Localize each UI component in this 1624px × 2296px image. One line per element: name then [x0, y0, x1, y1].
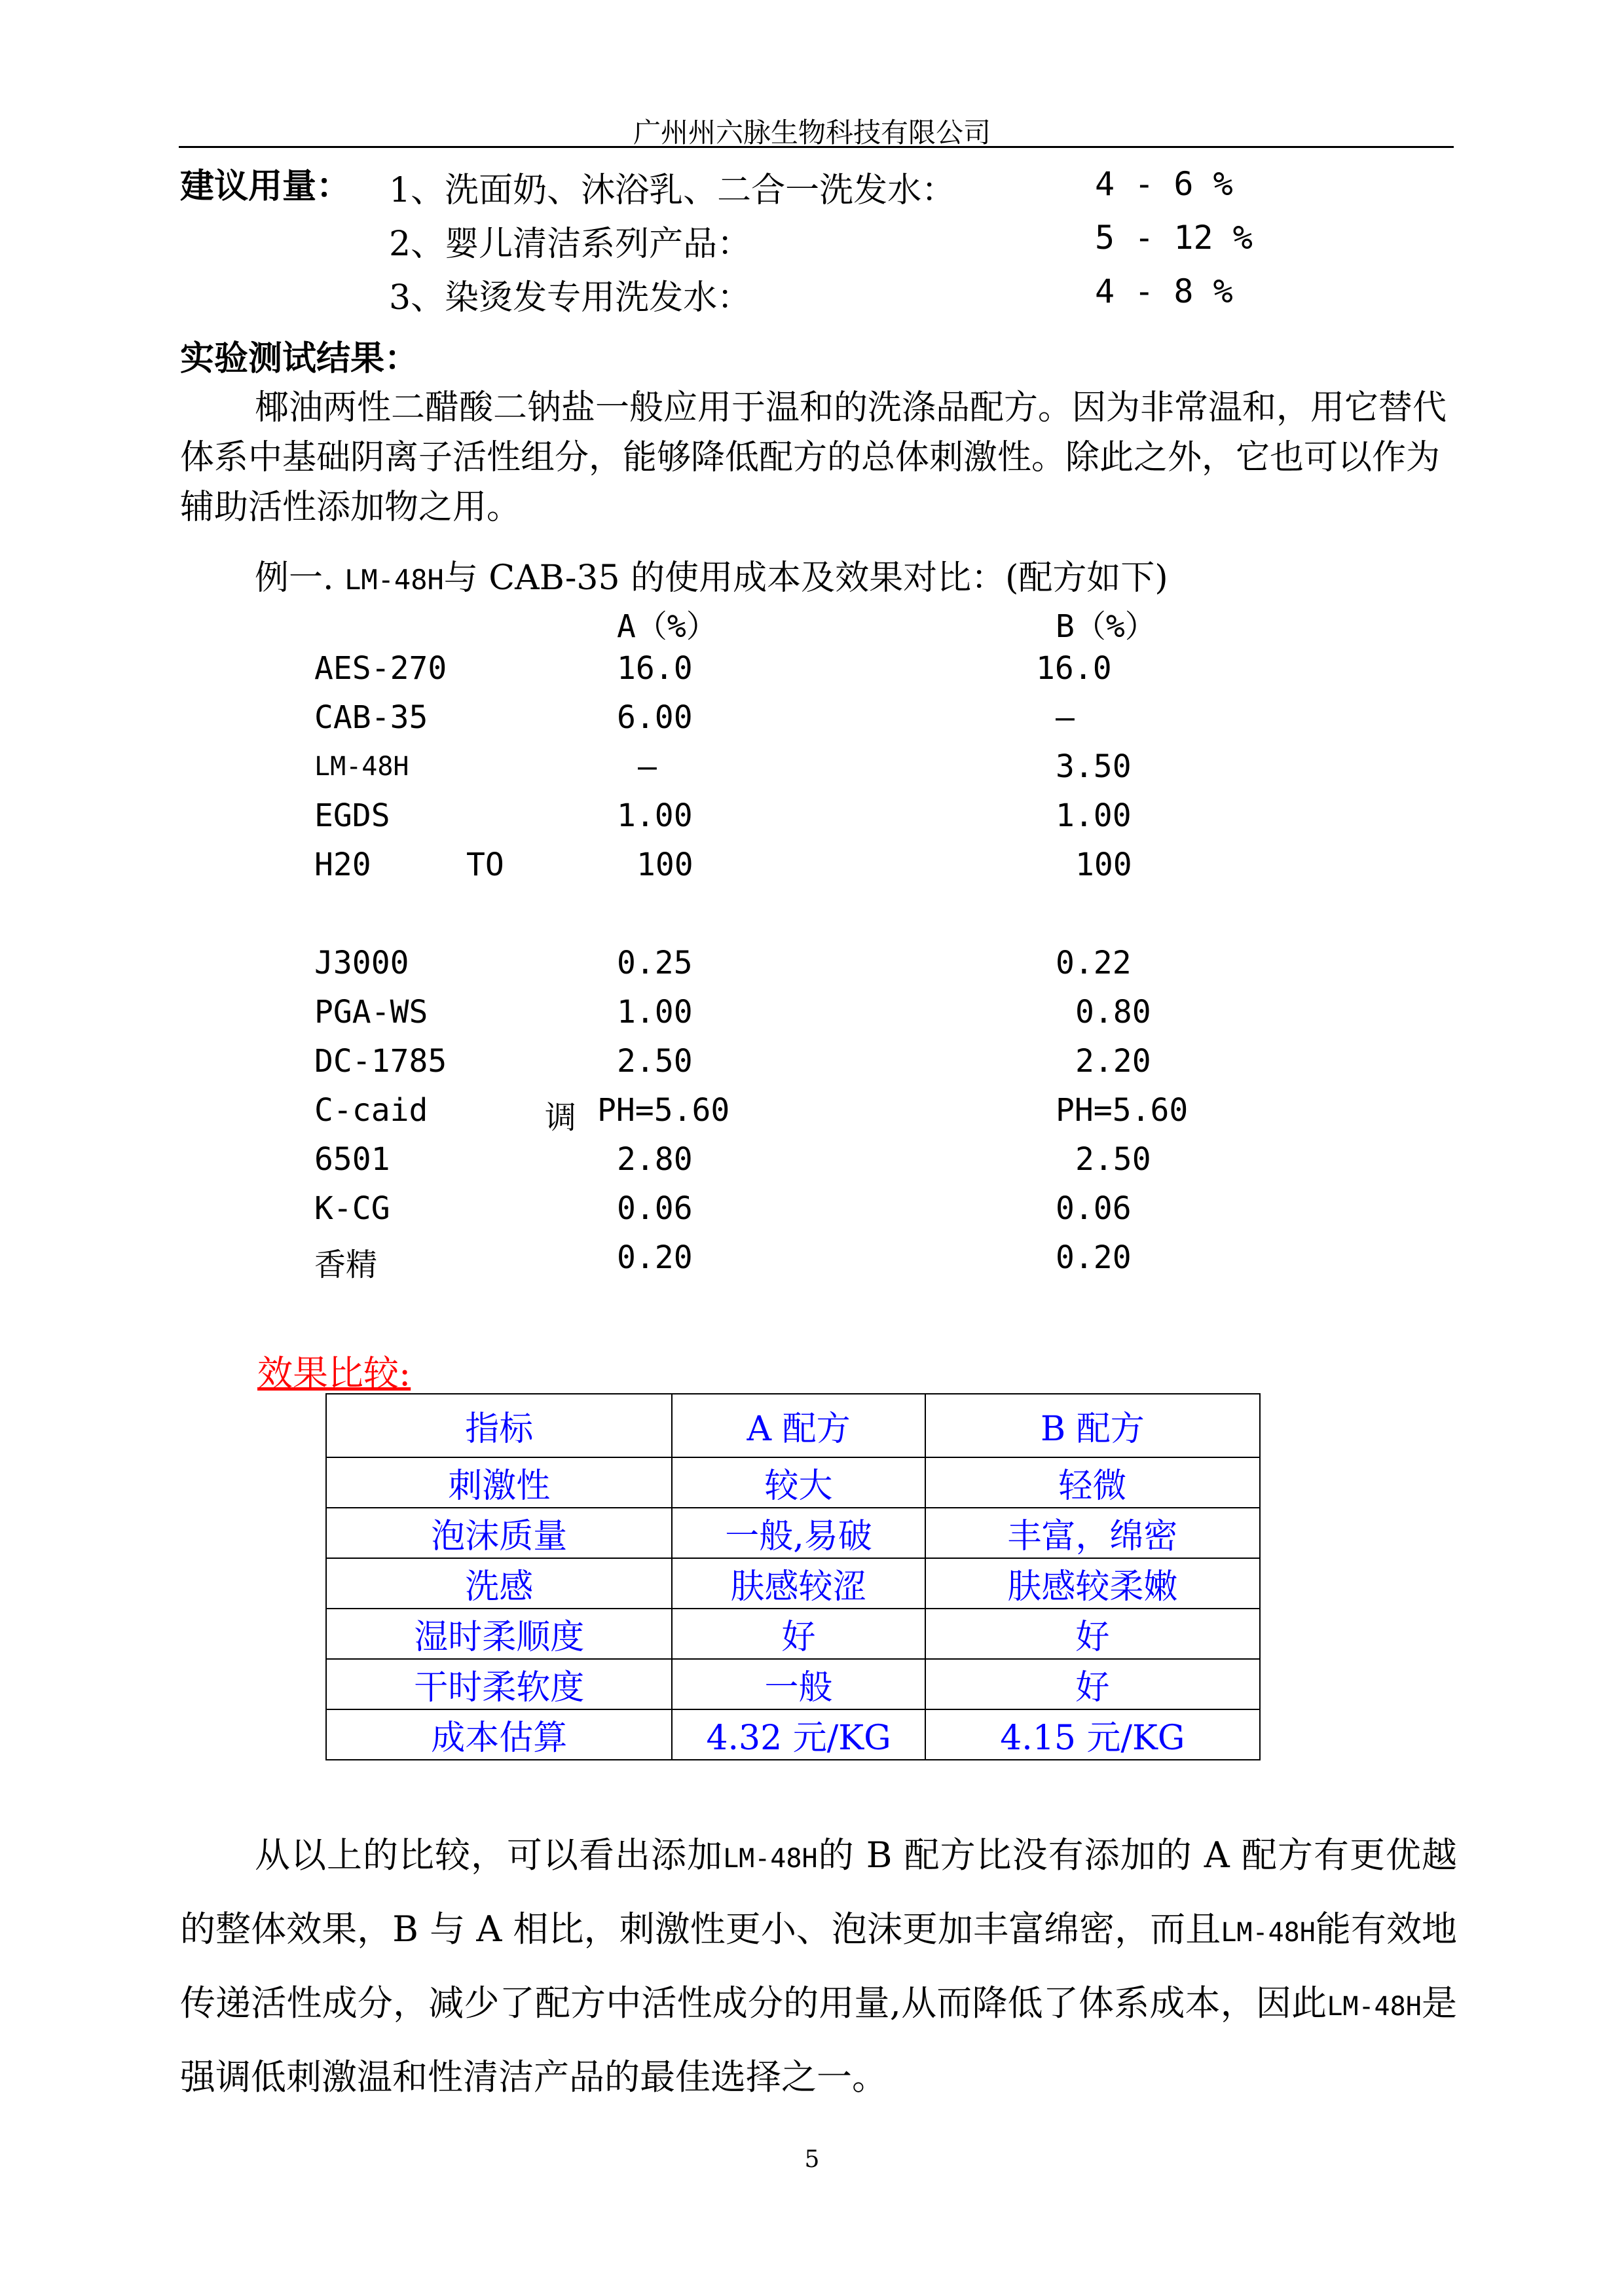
- example-title-prefix: 例一.: [255, 558, 334, 598]
- conclusion-code: LM-48H: [723, 1844, 818, 1874]
- usage-item-3: 3、染烫发专用洗发水：: [389, 278, 752, 318]
- formula-row-a: 0.20: [617, 1239, 693, 1276]
- formula-row-name: C-caid: [314, 1092, 428, 1129]
- formula-row-to: 调: [545, 1099, 577, 1136]
- table-cell: 一般,易破: [672, 1508, 925, 1558]
- conclusion-text: 的 B 配方比没有添加的 A 配方有更优越的整体效果，B 与 A 相比，刺激性更小、泡沫更加丰富绵密，而且: [180, 1834, 1457, 1950]
- formula-row-a: 0.06: [617, 1190, 693, 1227]
- usage-pct-1: 4 - 6 %: [1095, 165, 1233, 203]
- formula-row-name: CAB-35: [314, 699, 428, 736]
- usage-item-1: 1、洗面奶、沐浴乳、二合一洗发水：: [389, 171, 956, 210]
- table-cell: 肤感较涩: [672, 1558, 925, 1609]
- example-title-code: LM-48H: [344, 564, 444, 596]
- formula-row-a: 16.0: [617, 650, 693, 687]
- formula-row-name: J3000: [314, 945, 409, 981]
- formula-row-b: 2.20: [1075, 1043, 1151, 1080]
- formula-row-b: 0.80: [1075, 994, 1151, 1030]
- formula-row-name: H20: [314, 847, 371, 883]
- table-row: [326, 1609, 1260, 1659]
- table-cell: 4.32 元/KG: [672, 1709, 925, 1760]
- example-title: [255, 550, 1168, 599]
- formula-row-b: 0.06: [1056, 1190, 1132, 1227]
- formula-row-a: —: [638, 748, 657, 785]
- formula-col-b-header: B（%）: [1056, 608, 1156, 645]
- effect-comparison-title: 效果比较:: [257, 1353, 411, 1394]
- table-row: [326, 1709, 1260, 1760]
- usage-label: 建议用量：: [180, 166, 351, 206]
- table-cell: 肤感较柔嫩: [925, 1558, 1260, 1609]
- formula-row-name: EGDS: [314, 797, 390, 834]
- table-row: [326, 1457, 1260, 1508]
- table-cell: 一般: [672, 1659, 925, 1709]
- formula-row-name: LM-48H: [314, 752, 409, 782]
- table-cell: 泡沫质量: [326, 1508, 672, 1558]
- effect-comparison-table: [325, 1393, 1261, 1760]
- table-header-cell: B 配方: [925, 1394, 1260, 1457]
- formula-row-a: 2.50: [617, 1043, 693, 1080]
- table-cell: 较大: [672, 1457, 925, 1508]
- table-cell: 成本估算: [326, 1709, 672, 1760]
- formula-row-name: DC-1785: [314, 1043, 447, 1080]
- table-cell: 好: [672, 1609, 925, 1659]
- page-number: 5: [804, 2146, 820, 2173]
- formula-row-b: 0.20: [1056, 1239, 1132, 1276]
- formula-row-name: K-CG: [314, 1190, 390, 1227]
- table-cell: 4.15 元/KG: [925, 1709, 1260, 1760]
- formula-row-name: AES-270: [314, 650, 447, 687]
- conclusion-paragraph: [180, 1820, 1457, 2112]
- usage-item-2: 2、婴儿清洁系列产品：: [389, 225, 752, 264]
- formula-row-b: 3.50: [1056, 748, 1132, 785]
- conclusion-code: LM-48H: [1221, 1918, 1316, 1948]
- formula-row-a: 2.80: [617, 1141, 693, 1178]
- formula-col-a-header: A（%）: [617, 608, 718, 645]
- table-header-cell: A 配方: [672, 1394, 925, 1457]
- results-heading: 实验测试结果：: [180, 338, 419, 378]
- table-cell: 轻微: [925, 1457, 1260, 1508]
- formula-row-name: 6501: [314, 1141, 390, 1178]
- example-title-rest: 与 CAB-35 的使用成本及效果对比：(配方如下): [443, 558, 1168, 598]
- table-cell: 干时柔软度: [326, 1659, 672, 1709]
- table-header-row: [326, 1394, 1260, 1457]
- results-paragraph: 椰油两性二醋酸二钠盐一般应用于温和的洗涤品配方。因为非常温和，用它替代体系中基础阴离子活性组分，能够降低配方的总体刺激性。除此之外，它也可以作为辅助活性添加物之用。: [180, 388, 1447, 527]
- formula-row-b: 2.50: [1075, 1141, 1151, 1178]
- conclusion-text: 是强调低刺激温和性清洁产品的最佳选择之一。: [180, 1982, 1457, 2098]
- conclusion-code: LM-48H: [1327, 1992, 1422, 2022]
- formula-row-a: 100: [637, 847, 693, 883]
- table-row: [326, 1558, 1260, 1609]
- table-row: [326, 1659, 1260, 1709]
- formula-row-a: 1.00: [617, 797, 693, 834]
- formula-row-name: 香精: [314, 1247, 378, 1283]
- conclusion-text: 能有效地传递活性成分，减少了配方中活性成分的用量,从而降低了体系成本，因此: [180, 1908, 1457, 2024]
- table-cell: 好: [925, 1659, 1260, 1709]
- table-header-cell: 指标: [326, 1394, 672, 1457]
- formula-row-b: 1.00: [1056, 797, 1132, 834]
- table-row: [326, 1508, 1260, 1558]
- formula-row-b: 16.0: [1036, 650, 1112, 687]
- formula-row-to: TO: [466, 847, 504, 883]
- table-cell: 丰富，绵密: [925, 1508, 1260, 1558]
- formula-row-b: 0.22: [1056, 945, 1132, 981]
- formula-row-b: 100: [1075, 847, 1132, 883]
- table-cell: 湿时柔顺度: [326, 1609, 672, 1659]
- table-cell: 洗感: [326, 1558, 672, 1609]
- conclusion-text: 从以上的比较，可以看出添加: [255, 1834, 724, 1876]
- formula-row-a: 6.00: [617, 699, 693, 736]
- table-cell: 好: [925, 1609, 1260, 1659]
- formula-row-a: 1.00: [617, 994, 693, 1030]
- formula-row-a: PH=5.60: [597, 1092, 730, 1129]
- formula-row-a: 0.25: [617, 945, 693, 981]
- usage-pct-2: 5 - 12 %: [1095, 219, 1253, 257]
- formula-row-b: PH=5.60: [1056, 1092, 1189, 1129]
- formula-row-name: PGA-WS: [314, 994, 428, 1030]
- formula-row-b: —: [1056, 699, 1075, 736]
- table-cell: 刺激性: [326, 1457, 672, 1508]
- header-company-name: 广州州六脉生物科技有限公司: [633, 117, 991, 149]
- header-divider: [179, 146, 1454, 148]
- usage-pct-3: 4 - 8 %: [1095, 272, 1233, 310]
